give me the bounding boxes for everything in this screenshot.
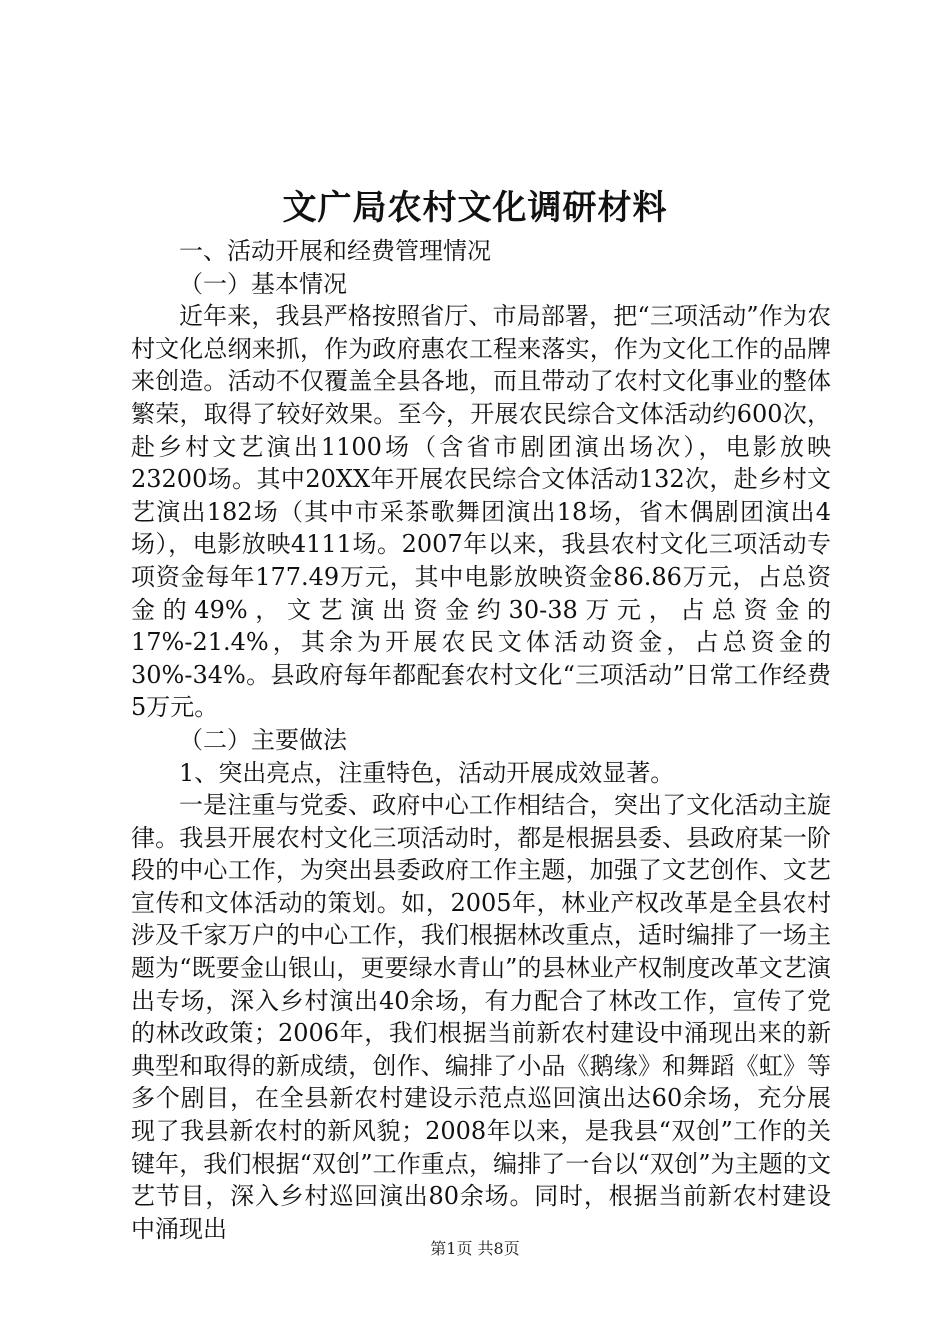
- page-footer: 第1页 共8页: [430, 1239, 520, 1258]
- subsection-heading-methods: （二）主要做法: [179, 725, 347, 754]
- document-title: 文广局农村文化调研材料: [282, 188, 668, 228]
- point-heading-1: 1、突出亮点，注重特色，活动开展成效显著。: [179, 758, 675, 787]
- document-body: [131, 235, 831, 1245]
- paragraph-point-1: 一是注重与党委、政府中心工作相结合，突出了文化活动主旋律。我县开展农村文化三项活动时，都是根据县委、县政府某一阶段的中心工作，为突出县委政府工作主题，加强了文艺创作、文艺宣传和文体活动的策划。如，2005年，林业产权改革是全县农村涉及千家万户的中心工作，我们根据林改重点，适时编排了一场主题为“既要金山银山，更要绿水青山”的县林业产权制度改革文艺演出专场，深入乡村演出40余场，有力配合了林改工作，宣传了党的林改政策；2006年，我们根据当前新农村建设中涌现出来的新典型和取得的新成绩，创作、编排了小品《鹅缘》和舞蹈《虹》等多个剧目，在全县新农村建设示范点巡回演出达60余场，充分展现了我县新农村的新风貌；2008年以来，是我县“双创”工作的关键年，我们根据“双创”工作重点，编排了一台以“双创”为主题的文艺节目，深入乡村巡回演出80余场。同时，根据当前新农村建设中涌现出: [131, 791, 831, 1243]
- paragraph-basic-situation: 近年来，我县严格按照省厅、市局部署，把“三项活动”作为农村文化总纲来抓，作为政府惠农工程来落实，作为文化工作的品牌来创造。活动不仅覆盖全县各地，而且带动了农村文化事业的整体繁荣，取得了较好效果。至今，开展农民综合文体活动约600次，赴乡村文艺演出1100场（含省市剧团演出场次），电影放映23200场。其中20XX年开展农民综合文体活动132次，赴乡村文艺演出182场（其中市采茶歌舞团演出18场，省木偶剧团演出4场），电影放映4111场。2007年以来，我县农村文化三项活动专项资金每年177.49万元，其中电影放映资金86.86万元，占总资金的49%，文艺演出资金约30-38万元，占总资金的17%-21.4%，其余为开展农民文体活动资金，占总资金的30%-34%。县政府每年都配套农村文化“三项活动”日常工作经费5万元。: [131, 302, 831, 722]
- subsection-heading-basic: （一）基本情况: [179, 269, 347, 298]
- section-heading-1: 一、活动开展和经费管理情况: [179, 237, 491, 265]
